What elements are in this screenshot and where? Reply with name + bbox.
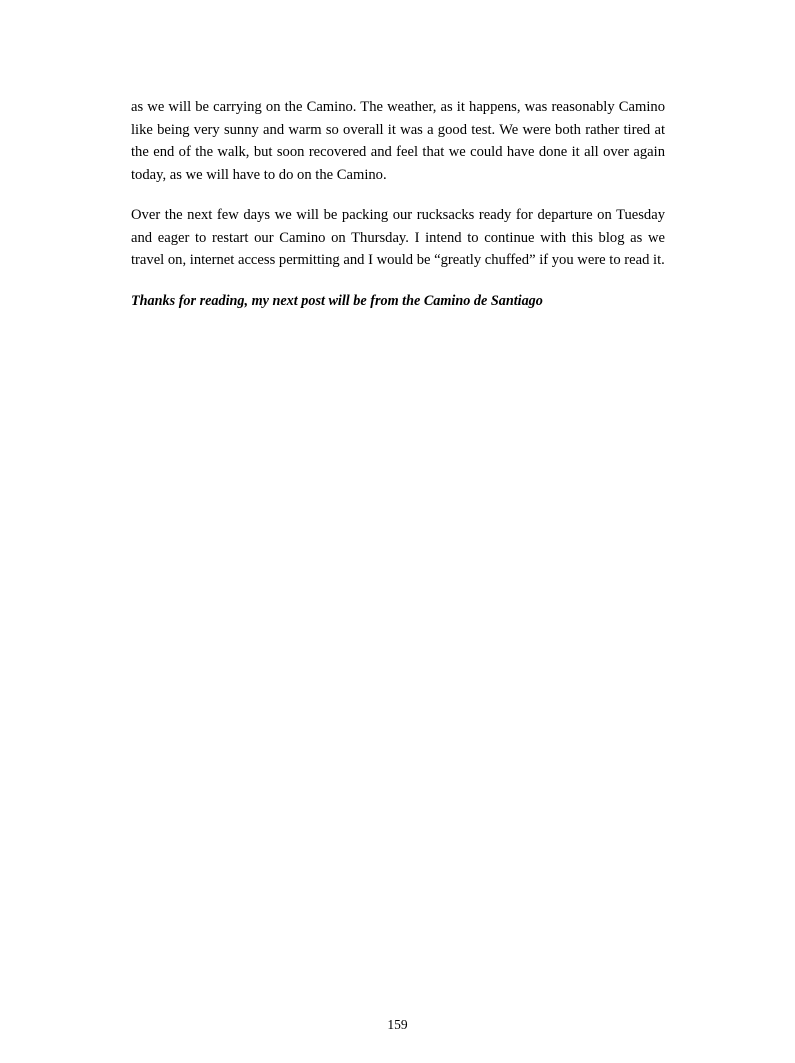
- page-body-text: [131, 96, 665, 312]
- paragraph-2: Over the next few days we will be packing our rucksacks ready for departure on Tuesday and eager to restart our Camino on Thursday. I intend to continue with this blog as we travel on, internet access permitting and I would be “greatly chuffed” if you were to read it.: [131, 207, 665, 268]
- paragraph-1: as we will be carrying on the Camino. The weather, as it happens, was reasonably Camino like being very sunny and warm so overall it was a good test. We were both rather tired at the end of the walk, but soon recovered and feel that we could have done it all over again today, as we will have to do on the Camino.: [131, 99, 665, 183]
- page-number: 159: [387, 1017, 408, 1032]
- closing-line: Thanks for reading, my next post will be from the Camino de Santiago: [131, 292, 543, 309]
